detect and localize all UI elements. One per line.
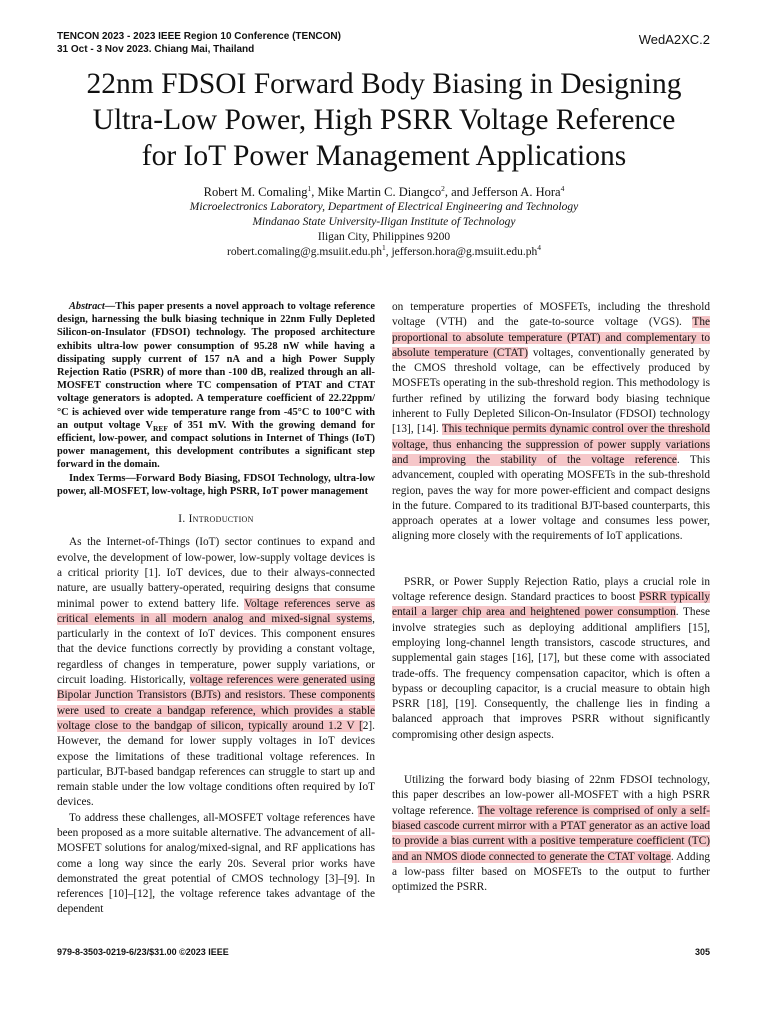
right-paragraph-1 <box>392 300 710 545</box>
email-separator: , <box>385 246 392 258</box>
title-line-3: for IoT Power Management Applications <box>141 140 627 172</box>
highlight-ptat-ctat: The proportional to absolute temperature (PTAT) and complementary to absolute temperature (CTAT) <box>392 316 710 359</box>
intro-p1-text-c: 2]. However, the demand for lower supply voltages in IoT devices expose the limitations of these traditional voltage references. In particular, BJT-based bandgap references can struggle to start up and remain stable under the low voltage conditions often required by IoT devices. <box>57 719 375 809</box>
email-2[interactable]: jefferson.hora@g.msuiit.edu.ph <box>391 246 538 258</box>
highlight-threshold-control: This technique permits dynamic control over the threshold voltage, thus enhancing the suppression of power supply variations and improving the stability of the voltage reference <box>392 423 711 466</box>
paper-title <box>40 66 728 174</box>
abstract-label: Abstract <box>69 301 105 312</box>
right-p1-text-a: on temperature properties of MOSFETs, including the threshold voltage (VTH) and the gate-to-source voltage (VGS). <box>392 301 710 329</box>
paragraph-gap <box>392 545 710 575</box>
abstract <box>57 300 375 472</box>
right-p1-text-c: . This advancement, coupled with operating MOSFETs in the sub-threshold region, paves the way for more power-efficient and compact designs in the future. Compared to its traditional BJT-based counterparts, this approach operates at a lower voltage and consumes less power, aligning more closely with the requirements of IoT applications. <box>392 453 710 543</box>
affiliation-city: Iligan City, Philippines 9200 <box>317 231 451 243</box>
section-numeral: I. <box>178 513 189 526</box>
right-paragraph-2 <box>392 575 710 743</box>
abstract-dash: — <box>104 301 116 312</box>
highlight-voltage-references: Voltage references serve as critical elements in all modern analog and mixed-signal systems <box>57 597 375 625</box>
right-p3-text-a: Utilizing the forward body biasing of 22nm FDSOI technology, this paper describes an low-power all-MOSFET with a high PSRR voltage reference. <box>392 774 710 817</box>
conference-dates: 31 Oct - 3 Nov 2023. Chiang Mai, Thailand <box>57 44 255 55</box>
right-paragraph-3 <box>392 773 710 895</box>
highlight-psrr-tradeoff: PSRR typically entail a larger chip area and heightened power consumption <box>392 591 710 619</box>
abstract-text-a: This paper presents a novel approach to voltage reference design, harnessing the bulk biasing technique in 22nm Fully Depleted Silicon-on-Insulator (FDSOI) technology. The proposed architecture exhibits ultra-low power consumption of 95.28 nW while having a dissipating supply current of 157 nA and a high Power Supply Rejection Ratio (PSRR) of more than -100 dB, realized through an all-MOSFET construction where TC compensation of PTAT and CTAT voltage generators is adopted. A temperature coefficient of 22.22ppm/°C is achieved over wide temperature range from -45°C to 100°C with an output voltage V <box>57 301 375 431</box>
author-1-sup: 1 <box>307 183 312 193</box>
email-1[interactable]: robert.comaling@g.msuiit.edu.ph <box>227 246 382 258</box>
author-names <box>40 184 728 200</box>
footer-isbn: 979-8-3503-0219-6/23/$31.00 ©2023 IEEE <box>57 947 229 957</box>
intro-p1-text-a: As the Internet-of-Things (IoT) sector continues to expand and evolve, the development of low-power, low-supply voltage devices is a critical priority [1]. IoT devices, due to their always-connected nature, are usually battery-operated, requiring designs that consume minimal power to extend battery life. <box>57 536 375 610</box>
conference-name: TENCON 2023 - 2023 IEEE Region 10 Conference (TENCON) <box>57 31 341 42</box>
email-1-sup: 1 <box>381 243 386 253</box>
footer-page-number: 305 <box>694 947 710 957</box>
author-2: , Mike Martin C. Diangco <box>311 185 442 199</box>
right-p2-text-b: . These involve strategies such as deploying additional amplifiers [15], employing long-channel length transistors, cascode structures, and supplemental gain stages [16], [17], but these come with associated trade-offs. The frequency compensation capacitor, which is often a bypass or decoupling capacitor, is a crucial measure to obtain high PSRR [18], [19]. Consequently, the challenge lies in finding a balanced approach that improves PSRR without significantly compromising other design aspects. <box>392 606 710 741</box>
title-line-1: 22nm FDSOI Forward Body Biasing in Designing <box>86 68 682 100</box>
author-1: Robert M. Comaling <box>203 185 308 199</box>
highlight-bjt-history: voltage references were generated using Bipolar Junction Transistors (BJTs) and resistors. These components were used to create a bandgap reference, which provides a stable voltage close to the bandgap of silicon, typically around 1.2 V [ <box>57 674 376 732</box>
section-title: Introduction <box>188 513 254 526</box>
index-terms-text: Forward Body Biasing, FDSOI Technology, ultra-low power, all-MOSFET, low-voltage, high PSRR, IoT power management <box>57 472 376 497</box>
highlight-circuit-description: The voltage reference is comprised of only a self-biased cascode current mirror with a PTAT generator as an active load to provide a bias current with a positive temperature coefficient (TC) and an NMOS diode connected to generate the CTAT voltage <box>392 804 710 863</box>
right-column <box>392 300 710 895</box>
affiliation-2: Mindanao State University-Iligan Institute of Technology <box>252 216 516 228</box>
right-p1-text-b: voltages, conventionally generated by the CMOS threshold voltage, can be effectively produced by MOSFETs operating in the sub-threshold region. This methodology is further refined by utilizing the forward body biasing technique inherent to Fully Depleted Silicon-On-Insulator (FDSOI) technology [13], [14]. <box>392 346 710 436</box>
left-column <box>57 300 375 918</box>
section-heading-introduction <box>57 512 375 527</box>
title-line-2: Ultra-Low Power, High PSRR Voltage Reference <box>92 104 676 136</box>
index-terms-dash: — <box>125 472 136 484</box>
author-emails <box>40 245 728 260</box>
conference-header <box>57 30 341 56</box>
abstract-vref-sub: REF <box>153 423 169 433</box>
right-p3-text-b: . Adding a low-pass filter based on MOSFETs to the output to further optimized the PSRR. <box>392 850 710 894</box>
index-terms <box>57 472 375 498</box>
intro-p1-text-b: , particularly in the context of IoT devices. This component ensures that the device functions correctly by providing a constant voltage, regardless of changes in temperature, power supply variations, or circuit loading. Historically, <box>57 612 375 687</box>
author-block <box>40 184 728 260</box>
email-2-sup: 4 <box>537 243 541 253</box>
session-id: WedA2XC.2 <box>638 32 710 47</box>
intro-paragraph-1 <box>57 535 375 810</box>
index-terms-label: Index Terms <box>69 472 126 484</box>
author-3: , and Jefferson A. Hora <box>444 185 561 199</box>
author-3-sup: 4 <box>560 183 565 193</box>
intro-paragraph-2: To address these challenges, all-MOSFET voltage references have been proposed as a more suitable alternative. The advancement of all-MOSFET solutions for analog/mixed-signal, and RF applications has come a long way since the early 20s. Several prior works have demonstrated the great potential of CMOS technology [3]–[9]. In references [10]–[12], the voltage reference takes advantage of the dependent <box>57 811 375 916</box>
right-p2-text-a: PSRR, or Power Supply Rejection Ratio, plays a crucial role in voltage reference design. Standard practices to boost <box>392 575 710 604</box>
paragraph-gap <box>392 743 710 773</box>
affiliation-1: Microelectronics Laboratory, Department of Electrical Engineering and Technology <box>189 201 579 213</box>
abstract-text-b: of 351 mV. With the growing demand for efficient, low-power, and compact solutions in Internet of Things (IoT) power management, this development contributes a significant step forward in the domain. <box>57 419 375 471</box>
author-2-sup: 2 <box>441 183 445 193</box>
